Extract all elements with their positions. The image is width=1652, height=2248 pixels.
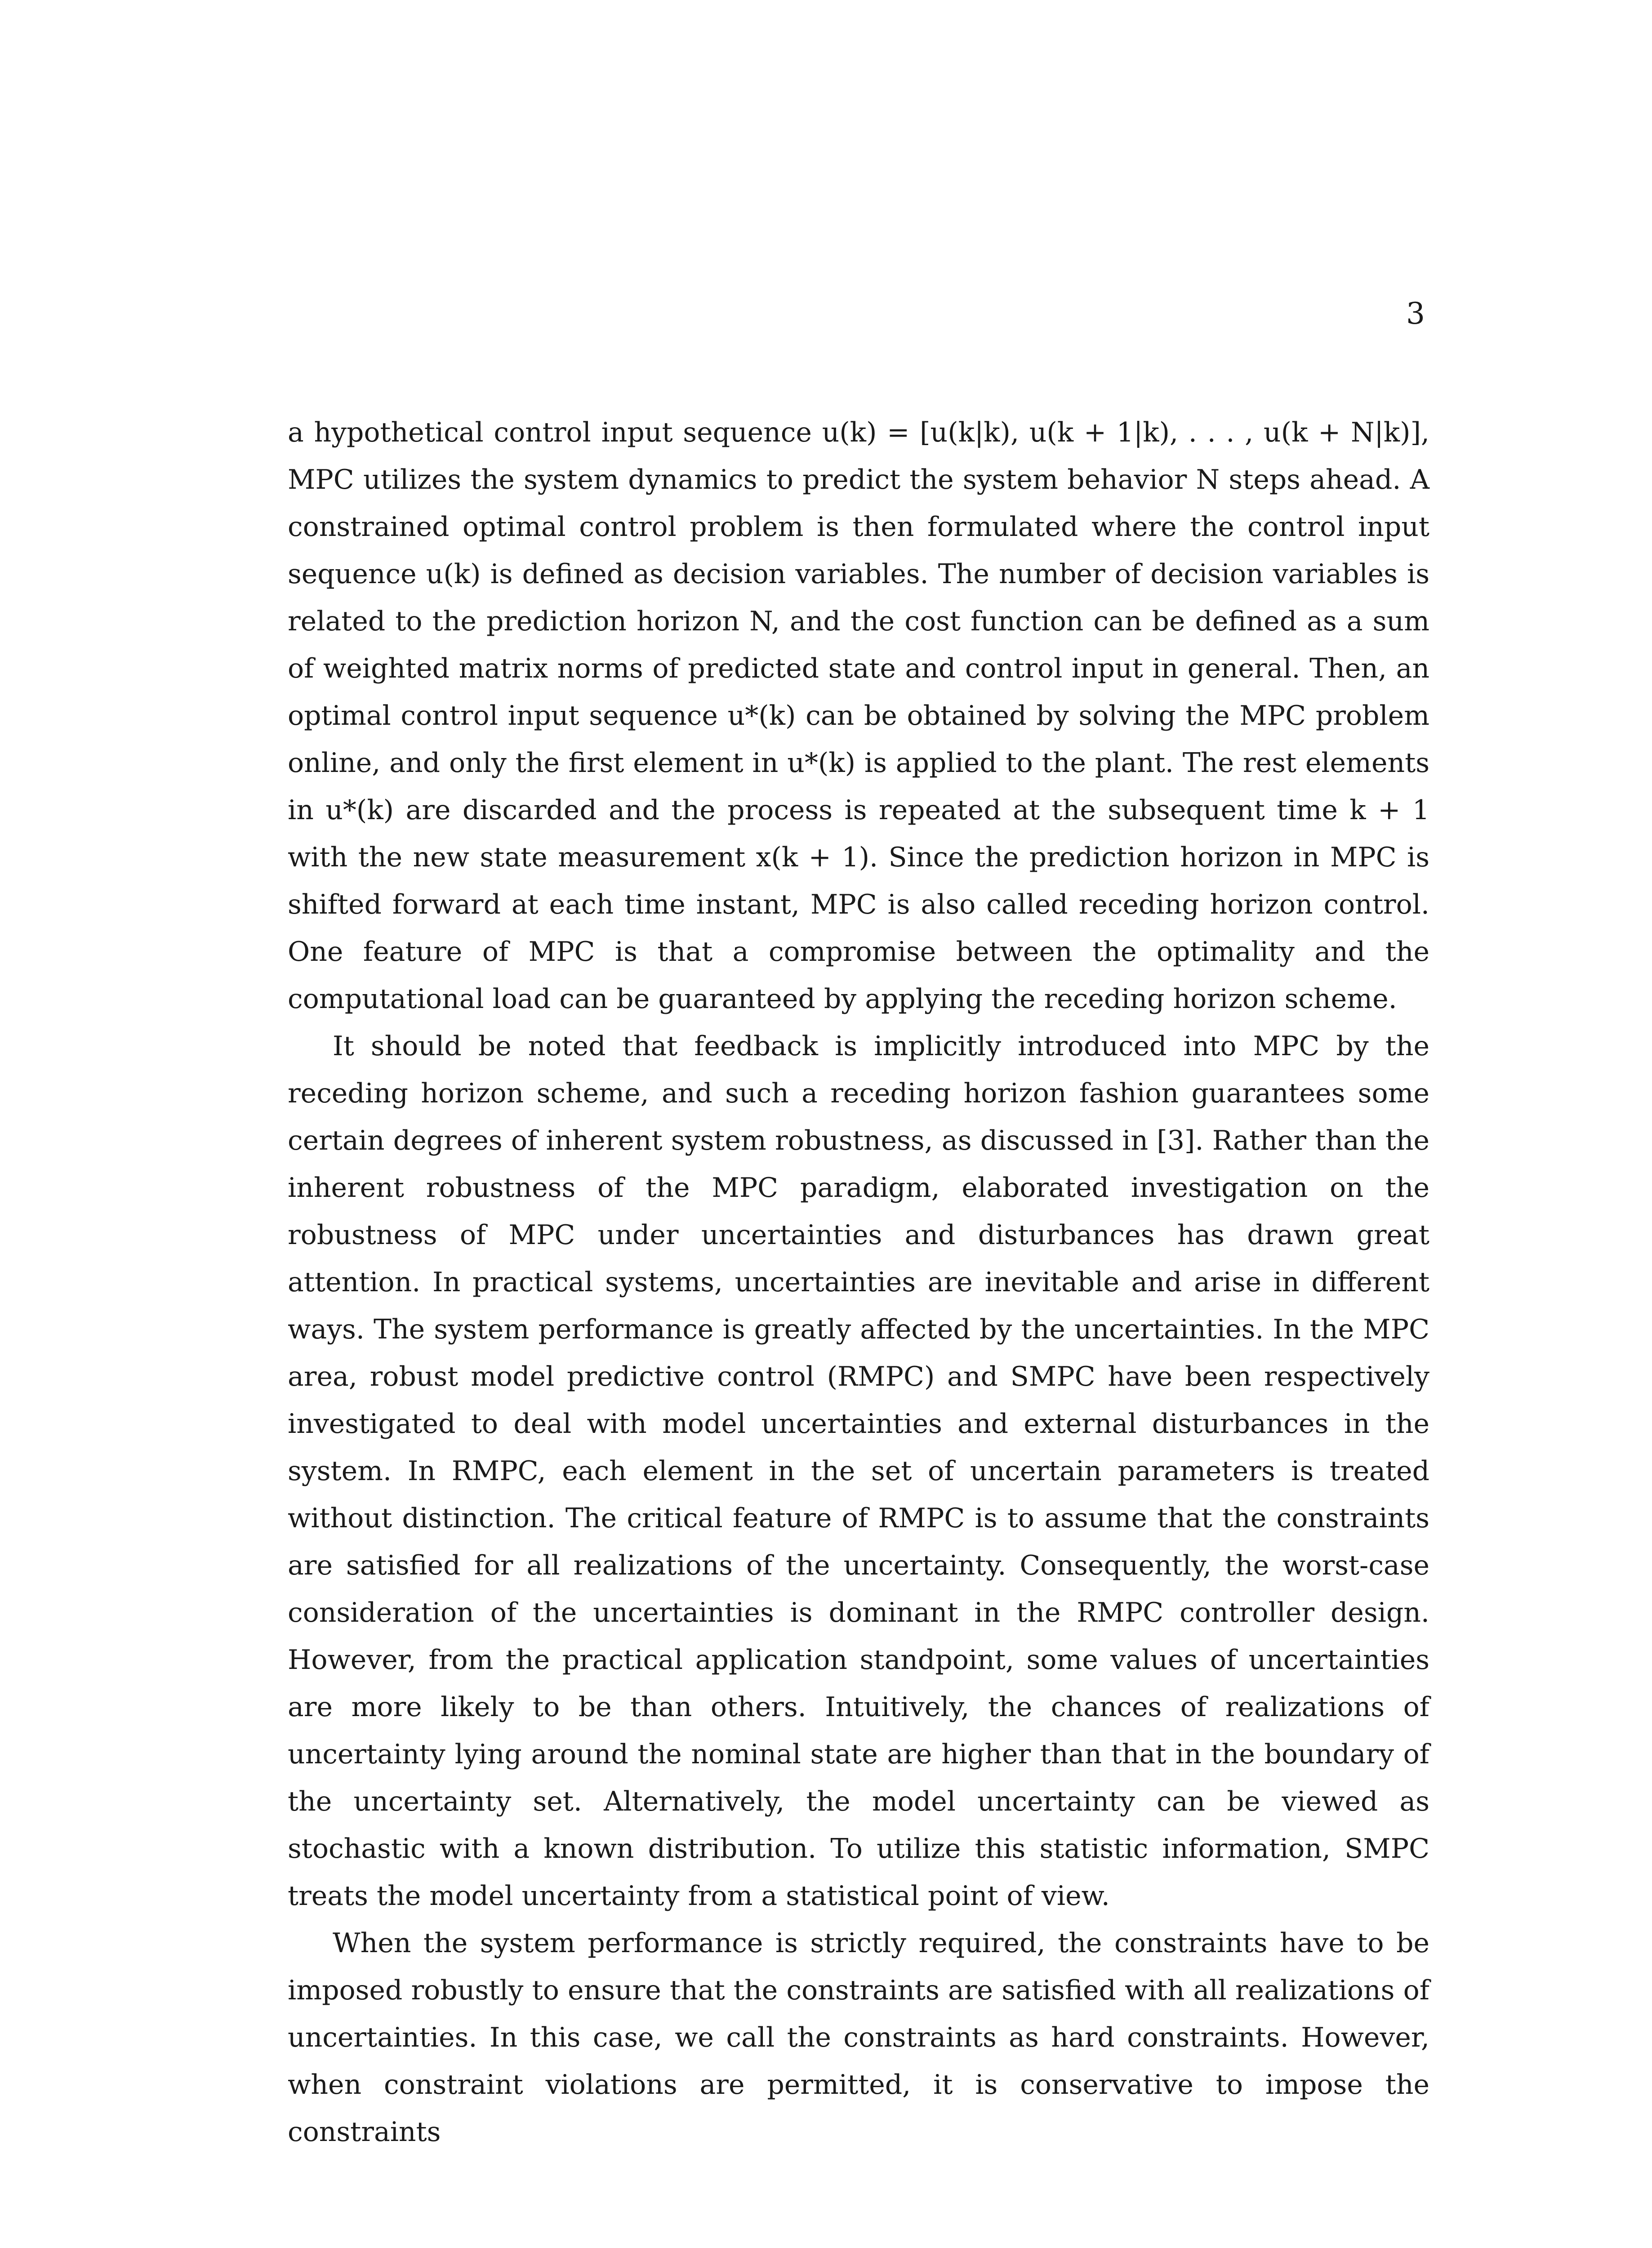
- paragraph-3: When the system performance is strictly required, the constraints have to be imposed robustly to ensure that the constraints are satisfied with all realizations of uncertainties. In this case, we call the constraints as hard constraints. However, when constraint violations are permitted, it is conservative to impose the constraints: [288, 1927, 1429, 2148]
- paragraph-1: a hypothetical control input sequence u(k) = [u(k|k), u(k + 1|k), . . . , u(k + N|k)], MPC utilizes the system dynamics to predict the system behavior N steps ahead. A constrained optimal control problem is then formulated where the control input sequence u(k) is defined as decision variables. The number of decision variables is related to the prediction horizon N, and the cost function can be defined as a sum of weighted matrix norms of predicted state and control input in general. Then, an optimal control input sequence u*(k) can be obtained by solving the MPC problem online, and only the first element in u*(k) is applied to the plant. The rest elements in u*(k) are discarded and the process is repeated at the subsequent time k + 1 with the new state measurement x(k + 1). Since the prediction horizon in MPC is shifted forward at each time instant, MPC is also called receding horizon control. One feature of MPC is that a compromise between the optimality and the computational load can be guaranteed by applying the receding horizon scheme.: [288, 417, 1429, 1015]
- page-number: 3: [1406, 296, 1425, 331]
- paragraph-2: It should be noted that feedback is implicitly introduced into MPC by the receding horizon scheme, and such a receding horizon fashion guarantees some certain degrees of inherent system robustness, as discussed in [3]. Rather than the inherent robustness of the MPC paradigm, elaborated investigation on the robustness of MPC under uncertainties and disturbances has drawn great attention. In practical systems, uncertainties are inevitable and arise in different ways. The system performance is greatly affected by the uncertainties. In the MPC area, robust model predictive control (RMPC) and SMPC have been respectively investigated to deal with model uncertainties and external disturbances in the system. In RMPC, each element in the set of uncertain parameters is treated without distinction. The critical feature of RMPC is to assume that the constraints are satisfied for all realizations of the uncertainty. Consequently, the worst-case consideration of the uncertainties is dominant in the RMPC controller design. However, from the practical application standpoint, some values of uncertainties are more likely to be than others. Intuitively, the chances of realizations of uncertainty lying around the nominal state are higher than that in the boundary of the uncertainty set. Alternatively, the model uncertainty can be viewed as stochastic with a known distribution. To utilize this statistic information, SMPC treats the model uncertainty from a statistical point of view.: [288, 1030, 1429, 1912]
- body-text: [288, 409, 1429, 2156]
